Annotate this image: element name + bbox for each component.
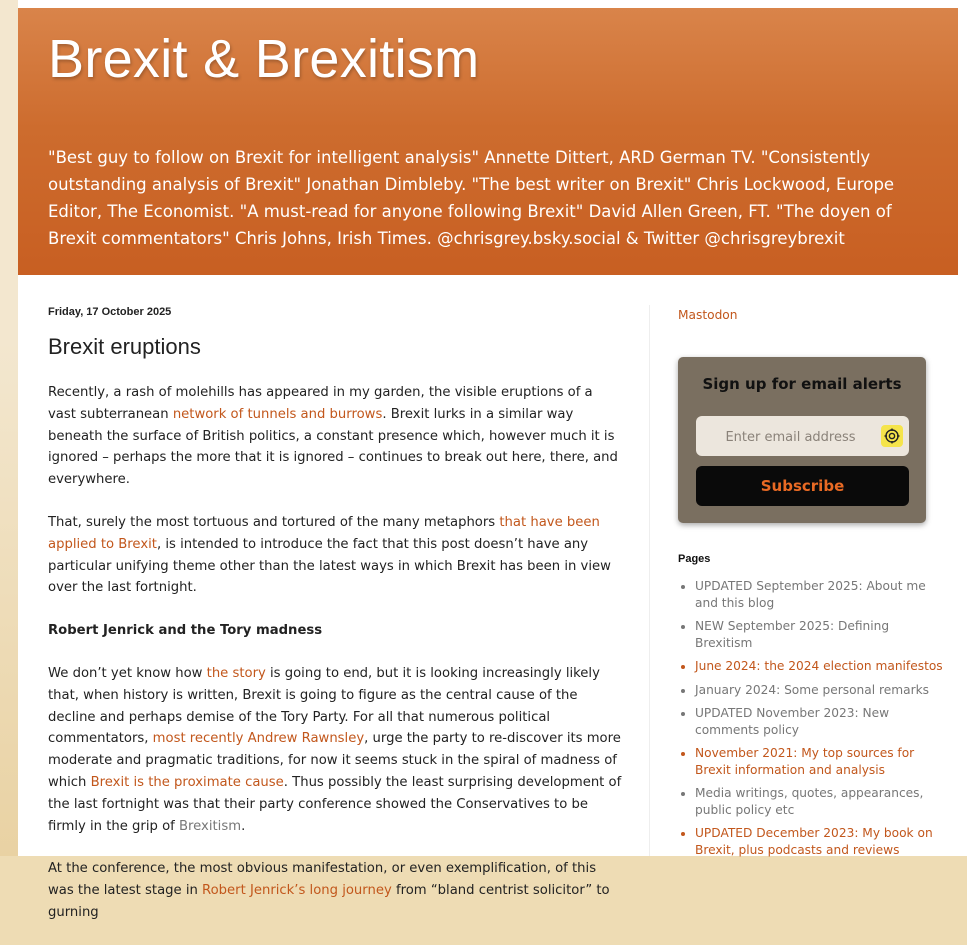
list-item [695, 745, 945, 778]
column-divider [649, 305, 650, 856]
link-proximate-cause[interactable]: Brexit is the proximate cause [90, 774, 284, 790]
list-item [695, 658, 945, 675]
section-heading: Robert Jenrick and the Tory madness [48, 623, 323, 639]
list-item [695, 618, 945, 651]
page-link[interactable]: UPDATED November 2023: New comments policy [695, 706, 890, 737]
paragraph-3 [48, 663, 623, 837]
left-background-strip [0, 0, 18, 856]
text: , urge the party to re-discover its more moderate and pragmatic traditions, for now it seems stuck in the spiral of madness of which [48, 731, 621, 790]
text: , is intended to introduce the fact that this post doesn’t have any particular unifying theme other than the latest ways in which Brexit has been in view over the last fortnight. [48, 536, 611, 596]
page-link[interactable]: June 2024: the 2024 election manifestos [695, 659, 943, 673]
list-item [695, 705, 945, 738]
list-item [695, 682, 945, 699]
link-the-story[interactable]: the story [206, 665, 266, 681]
text: from “bland centrist solicitor” to gurning [48, 883, 610, 920]
subscribe-button[interactable]: Subscribe [696, 466, 909, 506]
text: Recently, a rash of molehills has appeared in my garden, the visible eruptions of a vast subterranean [48, 385, 593, 422]
main-column [48, 300, 623, 945]
post-title[interactable]: Brexit eruptions [48, 334, 201, 359]
pages-list [678, 578, 945, 865]
text: . Thus possibly the least surprising development of the last fortnight was that their party conference showed the Conservatives to be firmly in the grip of [48, 774, 622, 834]
page-link[interactable]: November 2021: My top sources for Brexit information and analysis [695, 746, 915, 777]
target-icon[interactable] [881, 425, 903, 447]
paragraph-2 [48, 512, 623, 599]
text: That, surely the most tortuous and tortured of the many metaphors [48, 514, 500, 530]
paragraph-1 [48, 382, 623, 491]
text: We don’t yet know how [48, 665, 207, 681]
pages-heading: Pages [678, 553, 711, 565]
page-link[interactable]: UPDATED December 2023: My book on Brexit, plus podcasts and reviews [695, 826, 933, 857]
sidebar [678, 300, 943, 857]
list-item [695, 578, 945, 611]
text: . Brexit lurks in a similar way beneath the surface of British politics, a constant presence which, however much it is ignored – perhaps the more that it is ignored – continues to break out here, there, and everywhere. [48, 406, 618, 488]
link-metaphors[interactable]: that have been applied to Brexit [48, 514, 600, 552]
text: is going to end, but it is looking increasingly likely that, when history is written, Brexit is going to figure as the central cause of the decline and perhaps demise of the Tory Party. For all that numerous political commentators, [48, 665, 600, 747]
link-brexitism[interactable]: Brexitism [178, 818, 242, 834]
page-link[interactable]: January 2024: Some personal remarks [695, 682, 930, 697]
email-signup-widget [678, 357, 926, 523]
post-date: Friday, 17 October 2025 [48, 306, 172, 318]
page-link[interactable]: UPDATED September 2025: About me and this blog [695, 579, 926, 610]
page-link[interactable]: Media writings, quotes, appearances, public policy etc [695, 786, 924, 817]
email-signup-title: Sign up for email alerts [702, 375, 902, 393]
paragraph-4 [48, 858, 623, 923]
link-jenrick-journey[interactable]: Robert Jenrick’s long journey [202, 883, 392, 899]
blog-header [18, 8, 958, 275]
text: . [241, 818, 246, 834]
post-body [48, 382, 623, 924]
blog-description: "Best guy to follow on Brexit for intelligent analysis" Annette Dittert, ARD German TV. "Consistently outstanding analysis of Brexit" Jonathan Dimbleby. "The best writer on Brexit" Chris Lockwood, Europe Editor, The Economist. "A must-read for anyone following Brexit" David Allen Green, FT. "The doyen of Brexit commentators" Chris Johns, Irish Times. @chrisgrey.bsky.social & Twitter @chrisgreybrexit [48, 148, 895, 248]
link-tunnels[interactable]: network of tunnels and burrows [172, 406, 383, 422]
email-field-container [696, 416, 909, 456]
list-item [695, 825, 945, 858]
email-field[interactable] [696, 416, 885, 458]
text: At the conference, the most obvious manifestation, or even exemplification, of this was the latest stage in [48, 861, 597, 899]
blog-title[interactable]: Brexit & Brexitism [48, 29, 480, 89]
list-item [695, 785, 945, 818]
link-rawnsley[interactable]: most recently Andrew Rawnsley [152, 731, 365, 747]
page-link[interactable]: NEW September 2025: Defining Brexitism [695, 619, 890, 650]
mastodon-link[interactable]: Mastodon [678, 308, 738, 322]
